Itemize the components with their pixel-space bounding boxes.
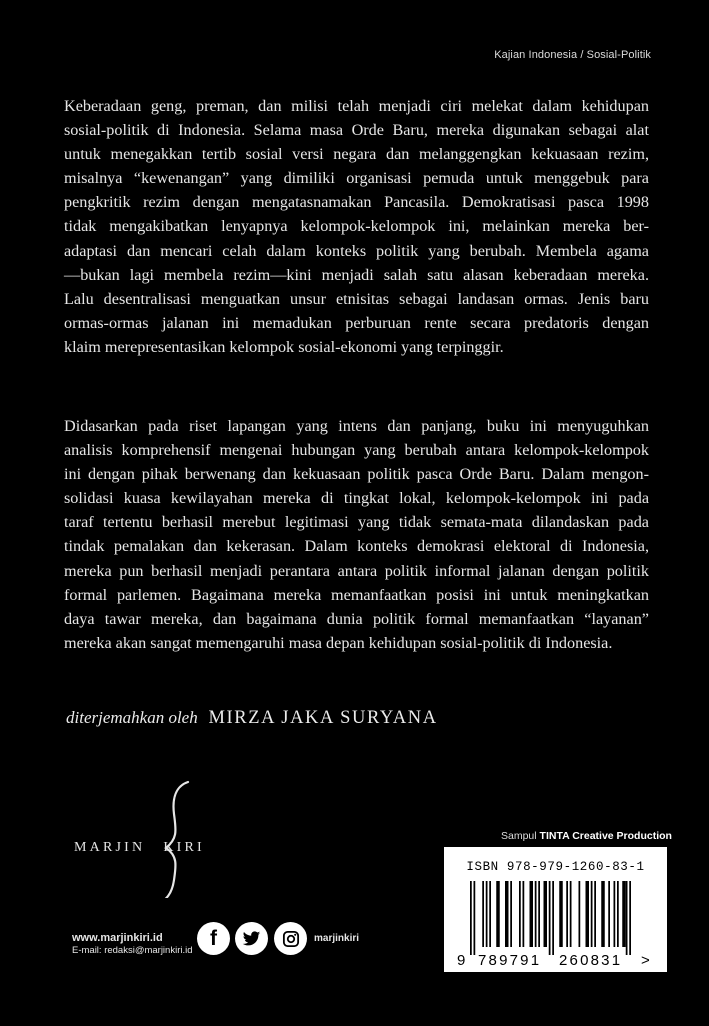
- isbn-number: ISBN 978-979-1260-83-1: [466, 860, 645, 874]
- barcode-bar: [519, 881, 521, 947]
- paragraph-line: misalnya “kewenangan” yang dimiliki organisasi pemuda untuk menggebuk para: [64, 169, 649, 188]
- barcode-bar: [510, 881, 512, 947]
- barcode-bar: [626, 881, 628, 955]
- barcode-bar: [538, 881, 540, 947]
- barcode-bar: [505, 881, 509, 947]
- publisher-wordmark: [74, 840, 205, 856]
- paragraph-line: klaim merepresentasikan kelompok sosial-ekonomi yang terpinggir.: [64, 337, 504, 356]
- barcode-graphic: [456, 877, 656, 969]
- translator-credit: [66, 707, 438, 729]
- barcode-bar: [544, 881, 548, 947]
- paragraph-line: solidasi kuasa kewilayahan mereka di tingkat lokal, kelompok-kelompok ini pada: [64, 489, 649, 508]
- barcode-bar: [617, 881, 619, 947]
- barcode-digits-right: 260831: [559, 952, 623, 969]
- facebook-icon[interactable]: f: [197, 922, 230, 955]
- barcode-digit-first: 9: [457, 952, 468, 969]
- cover-credit: [501, 830, 672, 842]
- paragraph-line: analisis komprehensif mengenai hubungan yang berubah antara kelompok-kelompok: [64, 441, 649, 460]
- wordmark-right: KIRI: [163, 840, 205, 855]
- paragraph-line: taraf tertentu berhasil merebut legitimasi yang tidak semata-mata dilandaskan pada: [64, 513, 649, 532]
- barcode-bar: [486, 881, 488, 947]
- barcode-bar: [591, 881, 593, 947]
- barcode-bar: [629, 881, 631, 955]
- instagram-icon[interactable]: [274, 922, 307, 955]
- paragraph-line: Lalu desentralisasi menguatkan unsur etnisitas sebagai landasan ormas. Jenis baru: [64, 289, 649, 308]
- barcode-bar: [535, 881, 537, 947]
- barcode-bar: [496, 881, 500, 947]
- paragraph-line: untuk menegakkan tertib sosial versi negara dan melanggengkan kekuasaan rezim,: [64, 145, 649, 164]
- paragraph-line: Didasarkan pada riset lapangan yang intens dan panjang, buku ini menyuguhkan: [64, 417, 649, 435]
- twitter-icon[interactable]: [235, 922, 268, 955]
- paragraph-line: pengkritik rezim dengan mengatasnamakan Pancasila. Demokratisasi pasca 1998: [64, 193, 649, 212]
- cover-credit-studio: TINTA Creative Production: [539, 830, 672, 842]
- barcode-bar: [470, 881, 472, 955]
- email-address[interactable]: E-mail: redaksi@marjinkiri.id: [72, 945, 193, 956]
- paragraph-line: adaptasi dan mencari celah dalam konteks politik yang berubah. Membela agama: [64, 241, 649, 260]
- paragraph-line: tidak mengakibatkan lenyapnya kelompok-kelompok ini, melainkan mereka ber-: [64, 217, 649, 236]
- contact-info: [72, 932, 193, 956]
- paragraph-line: ini dengan pihak berwenang dan kekuasaan politik pasca Orde Baru. Dalam mengon-: [64, 465, 649, 484]
- blurb-paragraph-1: [64, 94, 649, 359]
- blurb-paragraph-2: [64, 414, 649, 655]
- barcode-bar: [601, 881, 605, 947]
- paragraph-line: daya tawar mereka, dan bagaimana dunia politik formal memanfaatkan “layanan”: [64, 609, 649, 628]
- barcode-bar: [586, 881, 590, 947]
- barcode-bar: [570, 881, 572, 947]
- isbn-barcode-box: [444, 847, 667, 972]
- barcode-bar: [489, 881, 491, 947]
- barcode-bar: [474, 881, 476, 955]
- paragraph-line: —bukan lagi membela rezim—kini menjadi salah satu alasan keberadaan mereka.: [64, 265, 649, 284]
- translator-name: MIRZA JAKA SURYANA: [208, 708, 438, 728]
- barcode-bar: [608, 881, 610, 947]
- cover-credit-prefix: Sampul: [501, 830, 537, 842]
- barcode-bar: [549, 881, 551, 955]
- publisher-logo: [66, 778, 226, 898]
- barcode-digit-end: >: [641, 952, 652, 969]
- brace-logo-icon: [66, 778, 226, 898]
- barcode-bar: [552, 881, 554, 955]
- barcode-bar: [482, 881, 484, 947]
- paragraph-line: mereka pun berhasil menjadi perantara antara politik informal jalanan dengan politik: [64, 561, 649, 580]
- translator-prefix: diterjemahkan oleh: [66, 708, 198, 727]
- paragraph-line: formal parlemen. Bagaimana mereka memanfaatkan posisi ini untuk meningkatkan: [64, 585, 649, 604]
- paragraph-line: Keberadaan geng, preman, dan milisi telah menjadi ciri melekat dalam kehidupan: [64, 97, 649, 115]
- barcode-bar: [530, 881, 534, 947]
- category-label: Kajian Indonesia / Sosial-Politik: [494, 49, 651, 61]
- barcode-bar: [579, 881, 581, 947]
- paragraph-line: ormas-ormas jalanan ini memadukan perburuan rente secara predatoris dengan: [64, 313, 649, 332]
- barcode-digits-left: 789791: [478, 952, 542, 969]
- paragraph-line: tindak pemalakan dan kekerasan. Dalam konteks demokrasi elektoral di Indonesia,: [64, 537, 649, 556]
- social-handle[interactable]: marjinkiri: [314, 933, 360, 944]
- barcode-bar: [622, 881, 626, 947]
- barcode-bar: [614, 881, 616, 947]
- website-link[interactable]: www.marjinkiri.id: [72, 932, 163, 944]
- barcode-bar: [523, 881, 525, 947]
- paragraph-line: mereka akan sangat memengaruhi masa depan kehidupan sosial-politik di Indonesia.: [64, 633, 613, 652]
- wordmark-left: MARJIN: [74, 840, 146, 855]
- barcode-bar: [566, 881, 568, 947]
- barcode-bar: [559, 881, 563, 947]
- barcode-bar: [594, 881, 596, 947]
- paragraph-line: sosial-politik di Indonesia. Selama masa Orde Baru, mereka digunakan sebagai alat: [64, 121, 649, 140]
